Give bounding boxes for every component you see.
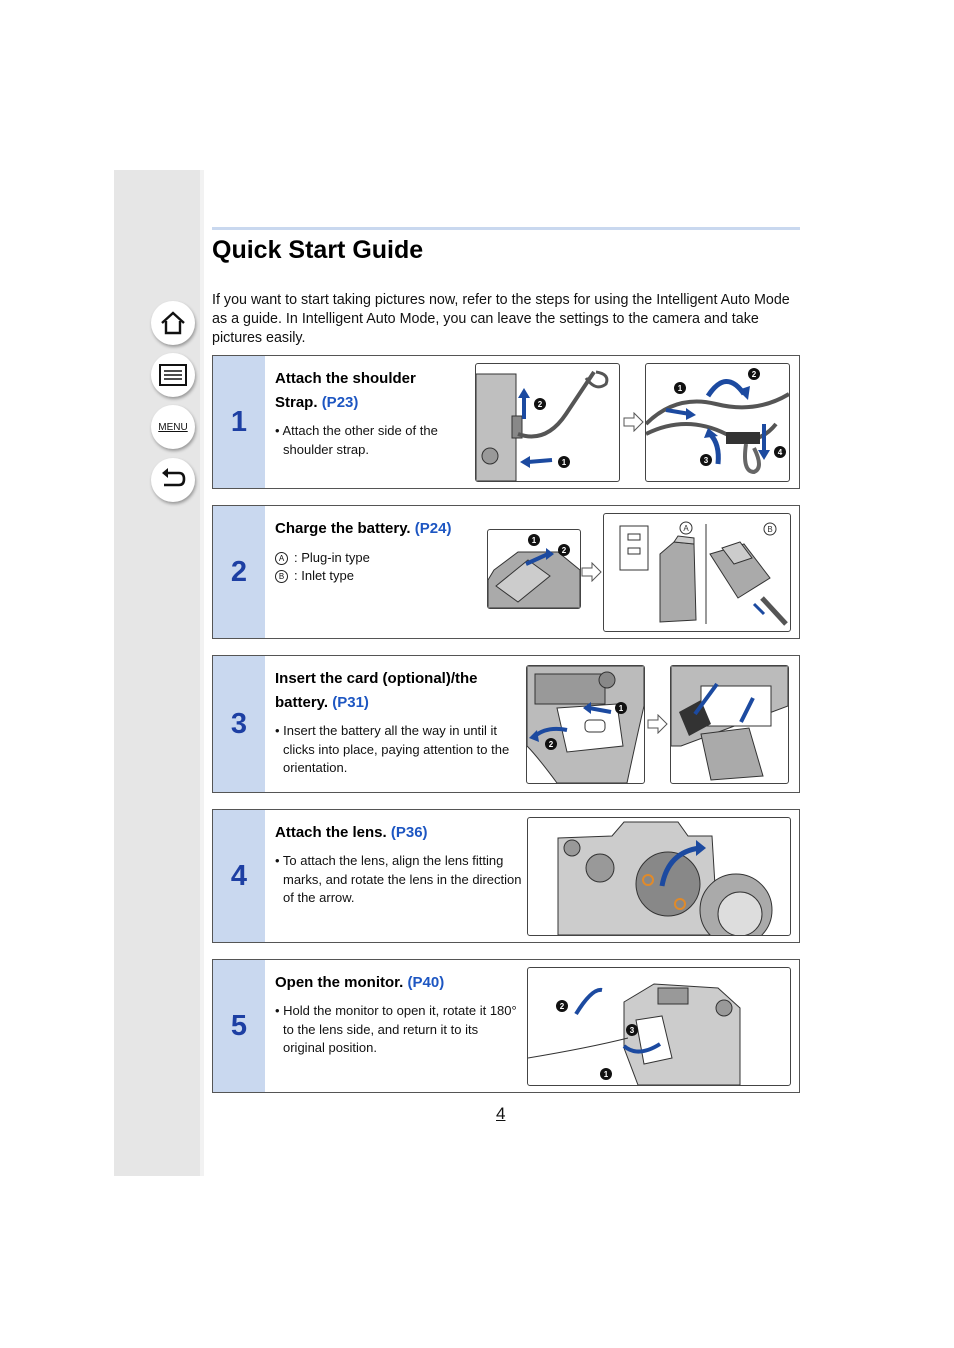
- step-2: [212, 505, 800, 639]
- step-4: [212, 809, 800, 943]
- step-number: 4: [213, 810, 265, 942]
- step-heading: [275, 517, 485, 541]
- sidebar-divider: [200, 170, 204, 1176]
- mark-a: A: [683, 524, 689, 533]
- mark-2: 2: [548, 740, 554, 749]
- monitor-illustration: [527, 967, 791, 1086]
- step-heading-text: Charge the battery.: [275, 520, 411, 537]
- step-5: [212, 959, 800, 1093]
- step-heading-text: Attach the lens.: [275, 824, 387, 841]
- intro-text: If you want to start taking pictures now, refer to the steps for using the Intelligent Auto Mode as a guide. In Intelligent Auto Mode, you can leave the settings to the camera and take pictures easily.: [212, 292, 790, 346]
- mark-1: 1: [603, 1070, 609, 1079]
- step-number: 5: [213, 960, 265, 1092]
- battery-door-illustration: [526, 665, 645, 784]
- mark-1: 1: [561, 458, 567, 467]
- page-reference-link[interactable]: (P23): [321, 394, 359, 411]
- step-heading: [275, 821, 515, 845]
- back-button[interactable]: [151, 458, 195, 502]
- home-button[interactable]: [151, 301, 195, 345]
- step-number: 3: [213, 656, 265, 792]
- legend-b-mark: B: [275, 570, 288, 583]
- mark-b: B: [767, 525, 773, 534]
- mark-4: 4: [777, 448, 783, 457]
- step-heading: [275, 667, 515, 715]
- mark-2: 2: [559, 1002, 565, 1011]
- step-heading-text: Insert the card (optional)/the battery.: [275, 670, 478, 711]
- home-icon: [159, 309, 187, 337]
- legend-a-mark: A: [275, 552, 288, 565]
- card-insert-illustration: [670, 665, 789, 784]
- page-reference-link[interactable]: (P31): [332, 694, 369, 711]
- step-number: 2: [213, 506, 265, 638]
- return-icon: [159, 467, 187, 493]
- legend-inlet: [275, 567, 465, 586]
- page-reference-link[interactable]: (P36): [390, 824, 428, 841]
- menu-button[interactable]: [151, 405, 195, 449]
- mark-2: 2: [751, 370, 757, 379]
- mark-1: 1: [677, 384, 683, 393]
- legend-plug-in: [275, 549, 465, 568]
- step-number: 1: [213, 356, 265, 488]
- step-heading: [275, 971, 515, 995]
- menu-label: MENU: [158, 421, 188, 433]
- lens-illustration: [527, 817, 791, 936]
- mark-3: 3: [629, 1026, 635, 1035]
- step-3: [212, 655, 800, 793]
- battery-illustration: [487, 529, 581, 609]
- strap-illustration-2: [645, 363, 790, 482]
- step-1: [212, 355, 800, 489]
- contents-button[interactable]: [151, 353, 195, 397]
- mark-3: 3: [703, 456, 709, 465]
- title-rule: [212, 227, 800, 230]
- charger-illustration: [603, 513, 791, 632]
- next-arrow-icon: [623, 412, 645, 437]
- next-arrow-icon: [647, 714, 669, 739]
- page-number: 4: [496, 1104, 506, 1123]
- step-note: • Insert the battery all the way in until it clicks into place, paying attention to the orientation.: [275, 723, 510, 775]
- mark-1: 1: [531, 536, 537, 545]
- step-note: • To attach the lens, align the lens fitting marks, and rotate the lens in the direction of the arrow.: [275, 853, 522, 905]
- page-reference-link[interactable]: (P24): [414, 520, 452, 537]
- list-icon: [158, 363, 188, 387]
- next-arrow-icon: [581, 562, 603, 587]
- step-heading-text: Attach the shoulder Strap.: [275, 370, 416, 411]
- strap-illustration-1: [475, 363, 620, 482]
- mark-2: 2: [561, 546, 567, 555]
- mark-2: 2: [537, 400, 543, 409]
- step-note: • Hold the monitor to open it, rotate it 180° to the lens side, and return it to its original position.: [275, 1003, 517, 1055]
- legend-a-text: : Plug-in type: [294, 550, 370, 565]
- step-heading-text: Open the monitor.: [275, 974, 404, 991]
- step-note: • Attach the other side of the shoulder strap.: [275, 423, 438, 457]
- mark-1: 1: [618, 704, 624, 713]
- page-title: Quick Start Guide: [212, 236, 424, 264]
- step-heading: [275, 367, 455, 415]
- legend-b-text: : Inlet type: [294, 568, 354, 583]
- page-reference-link[interactable]: (P40): [407, 974, 445, 991]
